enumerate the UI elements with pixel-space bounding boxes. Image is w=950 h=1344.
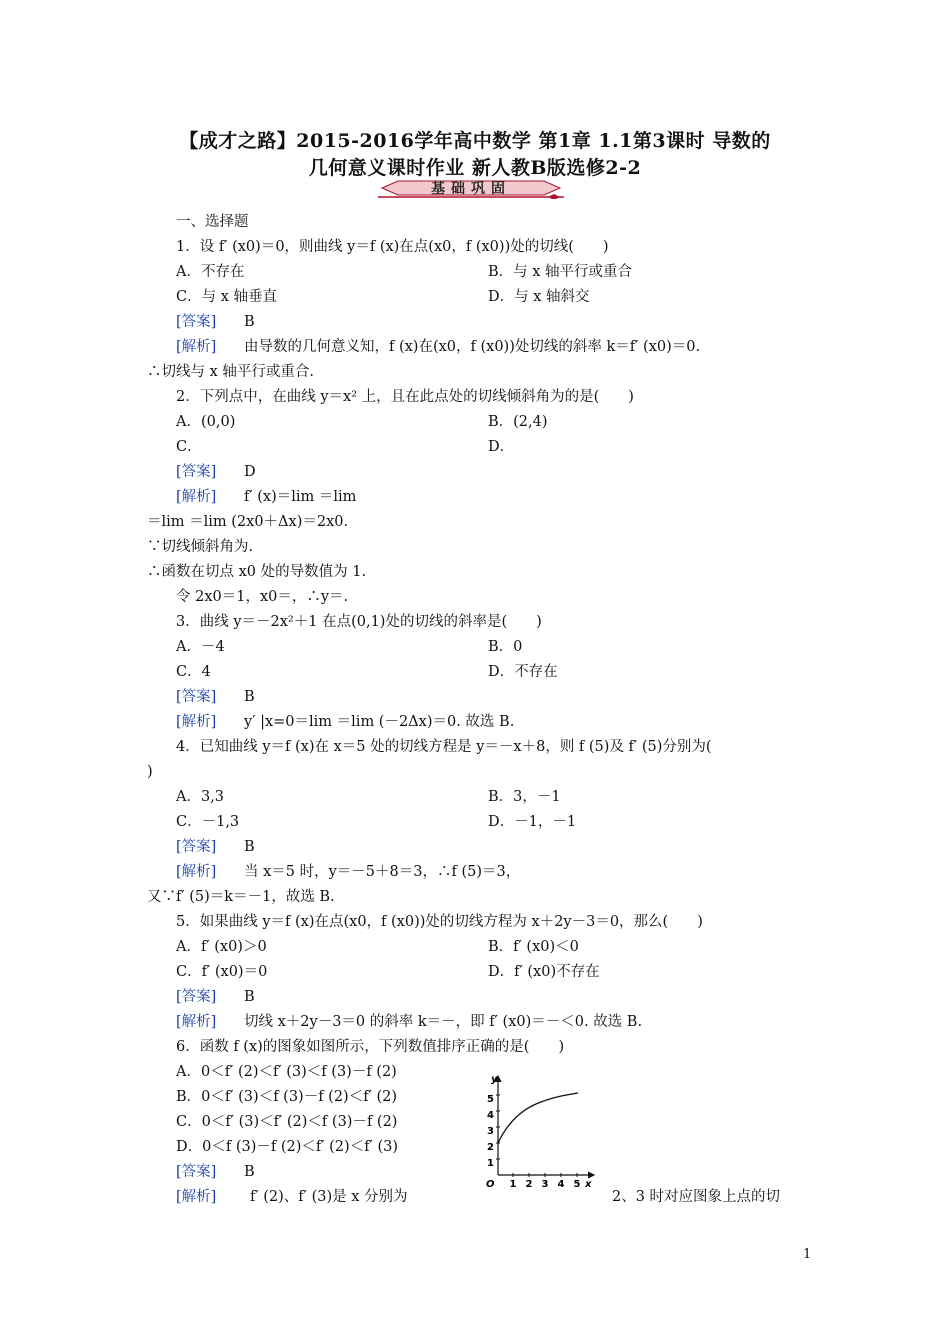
q2-option-d: D． [488,439,515,455]
x-tick-label: 5 [573,1179,581,1190]
q4-option-b: B．3，－1 [488,789,561,805]
analysis-tag: [解析] [176,1014,217,1030]
origin-label: O [486,1179,495,1190]
q2-analysis-cont: ∴函数在切点 x0 处的导数值为 1. [147,564,367,580]
answer-tag: [答案] [176,689,217,705]
question-4: 4．已知曲线 y＝f (x)在 x＝5 处的切线方程是 y＝－x＋8，则 f (5)及 f′ (5)分别为( [176,739,712,755]
q2-option-c: C． [176,439,202,455]
q5-option-c: C．f′ (x0)＝0 [176,964,268,980]
y-tick-label: 4 [487,1110,494,1121]
q2-analysis-cont: ∵切线倾斜角为. [147,539,254,555]
y-axis-label: y [491,1074,498,1085]
section-heading: 一、选择题 [176,214,249,230]
document-title-line1: 【成才之路】2015-2016学年高中数学 第1章 1.1第3课时 导数的 [179,130,771,152]
analysis-tag: [解析] [176,339,217,355]
q3-option-c: C．4 [176,664,211,680]
q2-answer: D [244,464,256,480]
answer-tag: [答案] [176,314,217,330]
analysis-tag: [解析] [176,714,217,730]
q2-analysis: f′ (x)＝lim ＝lim [244,489,357,505]
question-3: 3．曲线 y＝－2x²＋1 在点(0,1)处的切线的斜率是( ) [176,614,542,630]
q5-analysis: 切线 x＋2y－3＝0 的斜率 k＝－，即 f′ (x0)＝－＜0. 故选 B. [244,1014,643,1030]
y-tick-label: 1 [487,1158,494,1169]
q5-answer: B [244,989,255,1005]
x-tick-label: 4 [557,1179,565,1190]
analysis-tag: [解析] [176,489,217,505]
x-tick-label: 1 [509,1179,517,1190]
q1-option-a: A．不存在 [176,264,245,280]
q2-option-b: B．(2,4) [488,414,548,430]
q4-analysis: 当 x＝5 时，y＝－5＋8＝3，∴f (5)＝3， [244,864,521,880]
y-tick-label: 5 [487,1094,494,1105]
q2-analysis-cont: 令 2x0＝1，x0＝，∴y＝. [176,589,349,605]
q1-option-d: D．与 x 轴斜交 [488,289,590,305]
page-number: 1 [803,1247,812,1262]
q3-answer: B [244,689,255,705]
document-title-line2: 几何意义课时作业 新人教B版选修2-2 [308,157,642,179]
q6-option-c: C．0＜f′ (3)＜f′ (2)＜f (3)－f (2) [176,1114,398,1130]
x-tick-label: 3 [541,1179,549,1190]
answer-tag: [答案] [176,839,217,855]
answer-tag: [答案] [176,464,217,480]
q6-option-d: D．0＜f (3)－f (2)＜f′ (2)＜f′ (3) [176,1139,398,1155]
q4-answer: B [244,839,255,855]
question-2: 2．下列点中，在曲线 y＝x² 上，且在此点处的切线倾斜角为的是( ) [176,389,634,405]
q3-analysis: y′ |x=0＝lim ＝lim (－2Δx)＝0. 故选 B. [244,714,515,730]
answer-tag: [答案] [176,989,217,1005]
q3-option-a: A．－4 [176,639,225,655]
q3-option-d: D．不存在 [488,664,558,680]
q4-option-a: A．3,3 [176,789,225,805]
y-tick-label: 3 [487,1126,494,1137]
q5-option-d: D．f′ (x0)不存在 [488,964,600,980]
q3-option-b: B．0 [488,639,523,655]
q4-option-c: C．－1,3 [176,814,240,830]
y-tick-label: 2 [487,1142,494,1153]
question-6: 6．函数 f (x)的图象如图所示，下列数值排序正确的是( ) [176,1039,565,1055]
q1-answer: B [244,314,255,330]
q6-option-b: B．0＜f′ (3)＜f (3)－f (2)＜f′ (2) [176,1089,398,1105]
question-4-cont: ) [147,764,153,780]
q1-option-c: C．与 x 轴垂直 [176,289,277,305]
q2-option-a: A．(0,0) [176,414,236,430]
answer-tag: [答案] [176,1164,217,1180]
q6-option-a: A．0＜f′ (2)＜f′ (3)＜f (3)－f (2) [176,1064,397,1080]
q4-analysis-cont: 又∵f′ (5)＝k＝－1，故选 B. [147,889,335,905]
banner-title: 基础巩固 [431,181,511,197]
q1-analysis-cont: ∴切线与 x 轴平行或重合. [147,364,315,380]
q5-option-a: A．f′ (x0)＞0 [176,939,267,955]
question-1: 1．设 f′ (x0)＝0，则曲线 y＝f (x)在点(x0，f (x0))处的切线( ) [176,239,609,255]
analysis-tag: [解析] [176,1189,217,1205]
x-axis-label: x [585,1179,592,1190]
q5-option-b: B．f′ (x0)＜0 [488,939,579,955]
q6-analysis-right: 2、3 时对应图象上点的切 [612,1189,781,1205]
q1-option-b: B．与 x 轴平行或重合 [488,264,633,280]
q6-analysis: f′ (2)、f′ (3)是 x 分别为 [250,1189,408,1205]
question-5: 5．如果曲线 y＝f (x)在点(x0，f (x0))处的切线方程为 x＋2y－3＝0，那么( ) [176,914,703,930]
q2-analysis-cont: ＝lim ＝lim (2x0＋Δx)＝2x0. [147,514,349,530]
analysis-tag: [解析] [176,864,217,880]
function-curve [498,1093,578,1143]
section-banner [378,177,564,199]
q6-answer: B [244,1164,255,1180]
q1-analysis: 由导数的几何意义知，f (x)在(x0，f (x0))处切线的斜率 k＝f′ (x0)＝0. [244,339,701,355]
q4-option-d: D．－1，－1 [488,814,577,830]
function-graph [478,1068,598,1192]
x-tick-label: 2 [525,1179,533,1190]
